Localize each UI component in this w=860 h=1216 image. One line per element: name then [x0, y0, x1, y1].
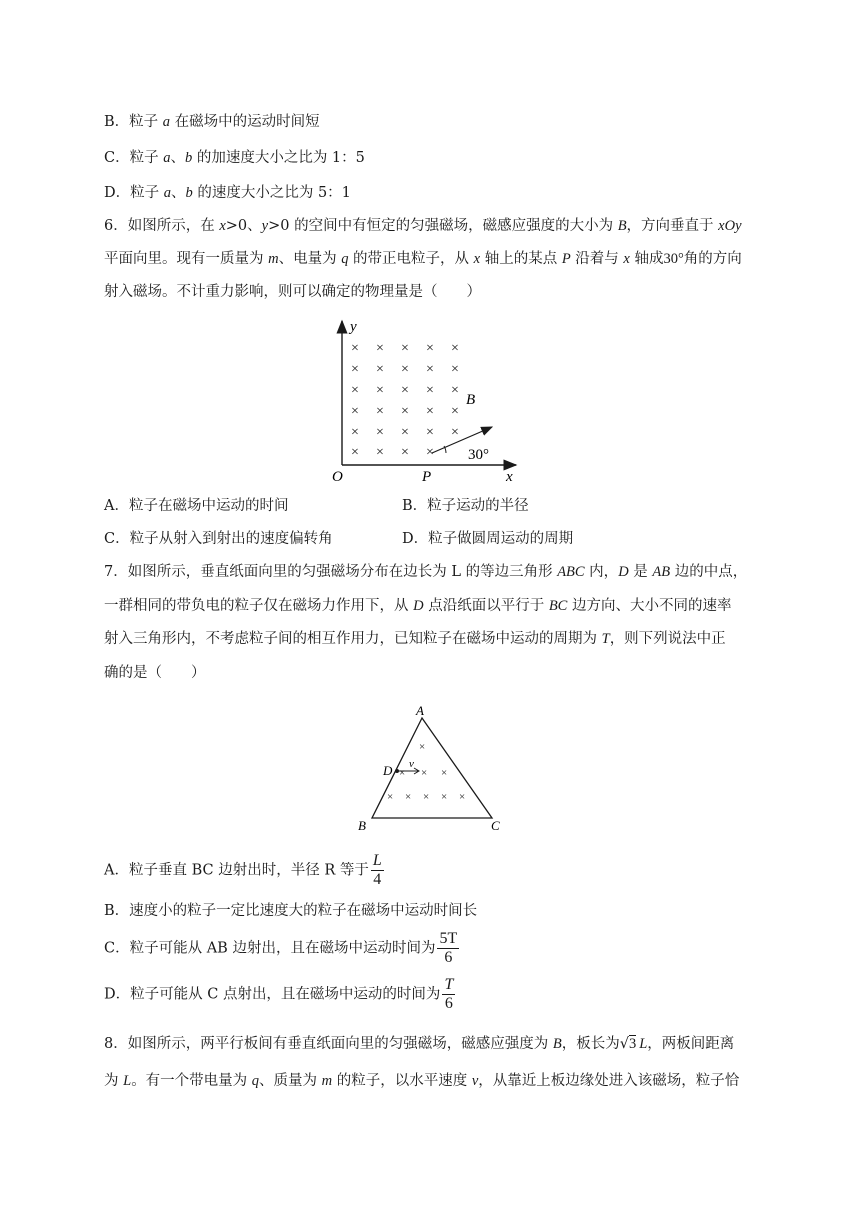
field-cross: × [459, 791, 466, 803]
text: 、 [170, 150, 185, 166]
field-cross: × [423, 791, 430, 803]
q7-option-d: D．粒子可能从 C 点射出，且在磁场中运动的时间为 $\frac{T}{6}$ [104, 976, 454, 1012]
y-label: y [350, 319, 357, 335]
q8-stem-line2: 为 L。有一个带电量为 q、质量为 m 的粒子，以水平速度 v，从靠近上板边缘处进入该磁场，粒子恰 [104, 1073, 740, 1089]
angle-label: 30° [468, 447, 489, 463]
velocity-label: v [409, 758, 414, 770]
field-cross: × [376, 362, 384, 377]
field-cross: × [419, 741, 426, 753]
field-cross: × [426, 362, 434, 377]
field-b-label: B [466, 392, 476, 408]
field-cross: × [401, 425, 409, 440]
q8-stem-line1: 8．如图所示，两平行板间有垂直纸面向里的匀强磁场，磁感应强度为 B，板长为√3 L，两板间距离 [104, 1036, 735, 1052]
field-cross: × [441, 767, 448, 779]
field-cross: × [405, 791, 412, 803]
text: D．粒子 [104, 185, 164, 201]
field-cross: × [401, 341, 409, 356]
q7-stem-line2: 一群相同的带负电的粒子仅在磁场力作用下，从 D 点沿纸面以平行于 BC 边方向、大小不同的速率 [104, 598, 732, 614]
field-cross: × [401, 383, 409, 398]
field-cross: × [351, 404, 359, 419]
q7-option-a: A．粒子垂直 BC 边射出时，半径 R 等于 $\frac{L}{4}$ [104, 852, 382, 888]
q5-option-d [104, 181, 351, 202]
field-cross: × [351, 383, 359, 398]
var-a: a [162, 114, 171, 130]
field-cross: × [387, 791, 394, 803]
q7-stem-line3: 射入三角形内，不考虑粒子间的相互作用力，已知粒子在磁场中运动的周期为 T，则下列说法中正 [104, 631, 726, 647]
field-cross: × [351, 445, 359, 460]
sqrt-symbol: √ [619, 1036, 629, 1052]
vertex-a-label: A [416, 703, 424, 718]
field-cross: × [376, 425, 384, 440]
q6-figure [320, 315, 525, 485]
vertex-c-label: C [491, 818, 500, 833]
field-crosses [351, 341, 459, 460]
field-cross: × [399, 767, 406, 779]
var-b: b [184, 150, 193, 166]
x-label: x [506, 469, 513, 485]
q6-stem-line2: 平面向里。现有一质量为 m、电量为 q 的带正电粒子，从 x 轴上的某点 P 沿着与 x 轴成30°角的方向 [104, 251, 742, 267]
q6-option-a: A．粒子在磁场中运动的时间 [104, 498, 289, 514]
field-cross: × [351, 362, 359, 377]
field-cross: × [426, 404, 434, 419]
text: 的速度大小之比为 5：1 [192, 185, 351, 201]
field-cross: × [376, 445, 384, 460]
text: B．粒子 [104, 114, 163, 130]
field-cross: × [401, 362, 409, 377]
q7-stem-line1: 7．如图所示，垂直纸面向里的匀强磁场分布在边长为 L 的等边三角形 ABC 内，D 是 AB 边的中点， [104, 564, 748, 580]
point-d-label: D [383, 763, 393, 778]
q7-option-b: B．速度小的粒子一定比速度大的粒子在磁场中运动时间长 [104, 903, 478, 919]
field-cross: × [376, 341, 384, 356]
field-cross: × [426, 383, 434, 398]
text: C．粒子 [104, 150, 164, 166]
field-cross: × [376, 383, 384, 398]
field-cross: × [451, 383, 459, 398]
field-cross: × [401, 404, 409, 419]
field-cross: × [351, 341, 359, 356]
field-cross: × [451, 425, 459, 440]
q6-stem-line1: 6．如图所示，在 x>0、y>0 的空间中有恒定的匀强磁场，磁感应强度的大小为 B，方向垂直于 xOy [104, 218, 742, 234]
text: 、 [170, 185, 186, 201]
q6-option-b: B．粒子运动的半径 [402, 498, 529, 514]
point-p-label: P [422, 469, 432, 485]
field-cross: × [451, 341, 459, 356]
field-cross: × [421, 767, 428, 779]
q7-figure [350, 700, 510, 835]
var-a: a [163, 150, 171, 166]
text: 在磁场中的运动时间短 [170, 114, 320, 130]
field-cross: × [376, 404, 384, 419]
var-b: b [185, 185, 193, 201]
var-a: a [163, 185, 171, 201]
field-cross: × [426, 425, 434, 440]
field-crosses [387, 741, 465, 803]
q5-option-b [104, 110, 320, 131]
q7-option-c: C．粒子可能从 AB 边射出，且在磁场中运动时间为 $\frac{5T}{6}$ [104, 930, 458, 966]
q7-stem-line4: 确的是（ ） [104, 665, 206, 681]
q6-option-c: C．粒子从射入到射出的速度偏转角 [104, 531, 333, 547]
field-cross: × [401, 445, 409, 460]
vertex-b-label: B [358, 818, 366, 833]
field-cross: × [451, 404, 459, 419]
q6-stem-line3: 射入磁场。不计重力影响，则可以确定的物理量是（ ） [104, 284, 481, 300]
text: 的加速度大小之比为 1：5 [192, 150, 365, 166]
origin-label: O [332, 469, 343, 485]
q5-option-c [104, 146, 365, 167]
field-cross: × [426, 445, 434, 460]
field-cross: × [451, 362, 459, 377]
field-cross: × [351, 425, 359, 440]
field-cross: × [426, 341, 434, 356]
field-cross: × [441, 791, 448, 803]
q6-option-d: D．粒子做圆周运动的周期 [402, 531, 574, 547]
